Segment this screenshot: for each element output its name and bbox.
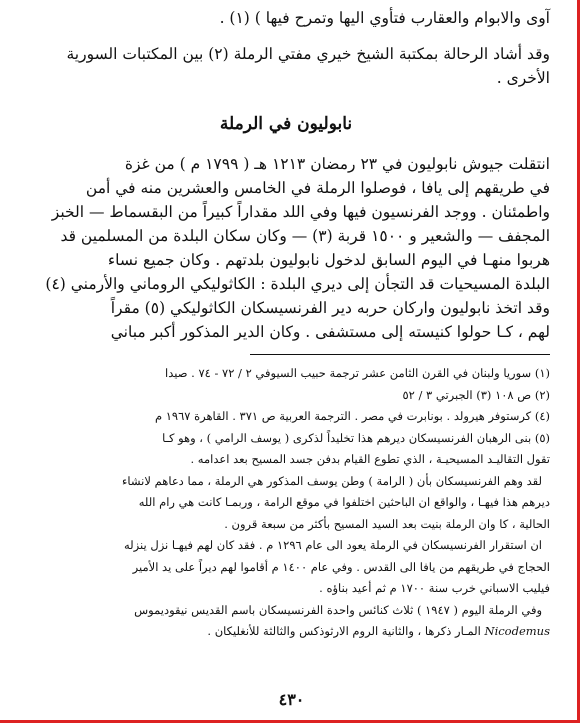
footnote-line: (١) سوريا ولبنان في القرن الثامن عشر ترجمة حبيب السيوفي ٢ / ٧٢ - ٧٤ . صيدا — [165, 366, 550, 380]
paragraph-line: الأخرى . — [496, 69, 550, 87]
footnote-line: وفي الرملة اليوم ( ١٩٤٧ ) ثلاث كنائس واحدة الفرنسيسكان باسم القديس نيقوديموس — [134, 602, 542, 617]
footnote-line-arabic: المـار ذكرها ، والثانية الروم الارثوذكس والثالثة للأنغليكان . — [207, 624, 481, 638]
body-line: المجفف — والشعير و ١٥٠٠ قربة (٣) — وكان سكان البلدة من المسلمين قد — [60, 227, 550, 245]
footnote-line: (٥) بنى الرهبان الفرنسيسكان ديرهم هذا تخليداً لذكرى ( يوسف الرامي ) ، وهو كـا — [162, 430, 550, 445]
footnote-line: ديرهم هذا فيهـا ، والواقع ان الباحثين اختلفوا في موقع الرامة ، وربمـا كانت هي رام الله — [138, 495, 550, 509]
body-line: انتقلت جيوش نابوليون في ٢٣ رمضان ١٢١٣ هـ ( ١٧٩٩ م ) من غزة — [124, 155, 550, 173]
footnote-line: لقد وهم الفرنسيسكان بأن ( الرامة ) وطن يوسف المذكور هي الرملة ، مما دعاهم لانشاء — [122, 473, 542, 488]
body-paragraph — [22, 152, 550, 344]
footnote-line: تقول التقاليـد المسيحيـة ، الذي تطوع القيام بدفن جسد المسيح بعد اعدامه . — [190, 452, 550, 466]
footnote-line: فيليب الاسباني خرب سنة ١٧٠٠ م ثم أعيد بناؤه . — [319, 581, 550, 595]
shaykh-paragraph — [22, 42, 550, 90]
body-line: واطمئنان . ووجد الفرنسيون فيها وفي اللد مقداراً كبيراً من البقسماط — الخبز — [51, 203, 550, 221]
body-line: وقد اتخذ نابوليون واركان حربه دير الفرنسيسكان الكاثوليكي (٥) مقراً — [110, 299, 550, 317]
footnote-line: ان استقرار الفرنسيسكان في الرملة يعود الى عام ١٢٩٦ م . فقد كان لهم فيهـا نزل ينزله — [124, 538, 542, 552]
footnote-line-latin: Nicodemus — [484, 624, 550, 638]
footnote-divider — [250, 354, 550, 355]
body-line: في طريقهم إلى يافا ، فوصلوا الرملة في الخامس والعشرين منه في أمن — [85, 179, 550, 197]
body-line: لهم ، كـا حولوا كنيسته إلى مستشفى . وكان الدير المذكور أكبر مباني — [110, 323, 550, 341]
footnote-last-line — [22, 621, 550, 643]
footnotes — [22, 363, 550, 643]
body-line: البلدة المسيحيات قد التجأن إلى ديري البلدة : الكاثوليكي الروماني والأرمني (٤) — [45, 275, 550, 293]
footnote-line: الحجاج في طريقهم من يافا الى القدس . وفي عام ١٤٠٠ م أقاموا لهم ديراً على يد الأمير — [132, 559, 550, 574]
footnote-line: (٢) ص ١٠٨ (٣) الجبرتي ٣ / ٥٢ — [402, 387, 550, 402]
footnote-line: (٤) كرستوفر هيرولد . بونابرت في مصر . الترجمة العربية ص ٣٧١ . القاهرة ١٩٦٧ م — [154, 409, 550, 423]
footnote-line: الحالية ، كا وان الرملة بنيت بعد السيد المسيح بأكثر من سبعة قرون . — [224, 516, 550, 531]
paragraph-line: وقد أشاد الرحالة بمكتبة الشيخ خيري مفتي الرملة (٢) بين المكتبات السورية — [66, 45, 550, 63]
page-number: ٤٣٠ — [278, 690, 305, 709]
book-page — [22, 4, 550, 643]
section-title: نابوليون في الرملة — [219, 114, 353, 134]
body-line: هربوا منهـا في اليوم السابق لدخول نابوليون بلدتهم . وكان جميع نساء — [107, 251, 550, 269]
intro-line: آوى والابوام والعقارب فتأوي اليها وتمرح فيها ) (١) . — [219, 9, 550, 27]
